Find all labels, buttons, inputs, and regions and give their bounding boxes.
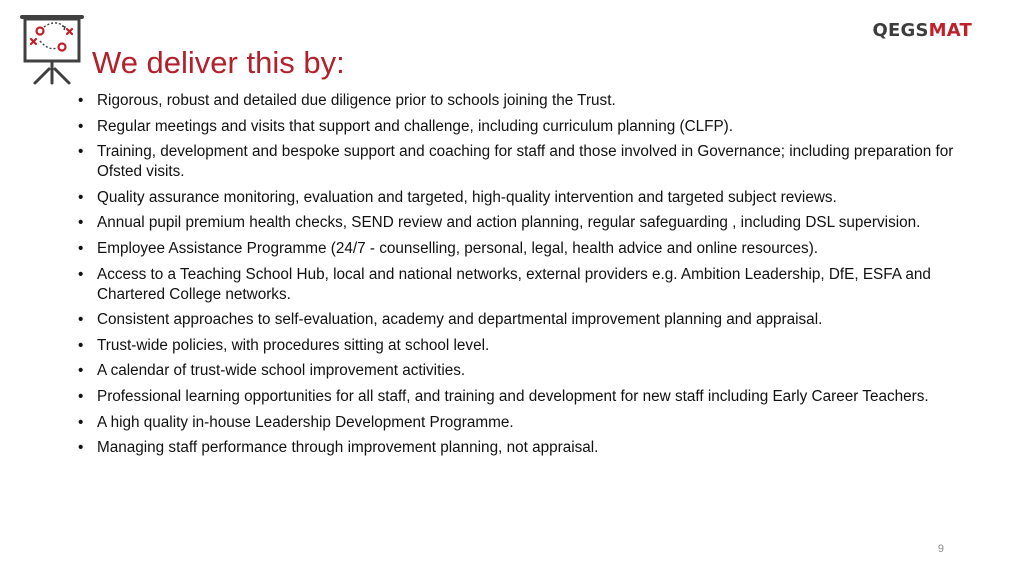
bullet-item [78,361,978,381]
bullet-item [78,387,978,407]
bullet-marker: • [78,92,84,109]
bullet-marker: • [78,188,84,206]
bullet-marker: • [78,311,84,329]
bullet-item [78,142,978,182]
bullet-item [78,438,978,458]
bullet-marker: • [78,439,84,457]
bullet-item [78,188,978,208]
bullet-marker: • [78,362,84,380]
bullet-text: Training, development and bespoke support and coaching for staff and those involved in Governance; including preparation for Ofsted visits. [97,143,954,181]
bullet-text: Annual pupil premium health checks, SEND review and action planning, regular safeguarding , including DSL supervision. [97,214,921,232]
bullet-marker: • [78,413,84,431]
bullet-text: Regular meetings and visits that support and challenge, including curriculum planning (CLFP). [97,117,734,135]
bullet-text: Quality assurance monitoring, evaluation and targeted, high-quality intervention and targeted subject reviews. [97,188,837,206]
bullet-text: Consistent approaches to self-evaluation, academy and departmental improvement planning and appraisal. [97,311,823,329]
slide-title: We deliver this by: [92,45,345,80]
bullet-marker: • [78,387,84,405]
bullet-item [78,336,978,356]
bullet-text: Access to a Teaching School Hub, local and national networks, external providers e.g. Ambition Leadership, DfE, ESFA and Chartered College networks. [97,265,931,303]
bullet-item [78,239,978,259]
bullet-list [78,91,978,464]
bullet-text: Rigorous, robust and detailed due diligence prior to schools joining the Trust. [97,92,616,109]
bullet-text: Managing staff performance through improvement planning, not appraisal. [97,439,599,457]
bullet-item [78,117,978,137]
brand-logo [873,20,972,41]
bullet-text: Professional learning opportunities for all staff, and training and development for new staff including Early Career Teachers. [97,387,929,405]
page-number: 9 [937,543,944,555]
bullet-item [78,265,978,305]
bullet-marker: • [78,214,84,232]
strategy-board-icon [18,12,86,86]
bullet-marker: • [78,143,84,161]
brand-logo-red: MAT [928,20,972,41]
bullet-text: Trust-wide policies, with procedures sitting at school level. [97,336,490,354]
bullet-marker: • [78,336,84,354]
bullet-marker: • [78,117,84,135]
bullet-marker: • [78,265,84,283]
brand-logo-dark: QEGS [872,20,929,41]
bullet-text: A high quality in-house Leadership Development Programme. [97,413,514,431]
bullet-marker: • [78,239,84,257]
bullet-text: Employee Assistance Programme (24/7 - counselling, personal, legal, health advice and online resources). [97,239,819,257]
bullet-item [78,310,978,330]
bullet-item [78,91,978,111]
bullet-item [78,413,978,433]
bullet-item [78,213,978,233]
bullet-text: A calendar of trust-wide school improvement activities. [97,362,466,380]
